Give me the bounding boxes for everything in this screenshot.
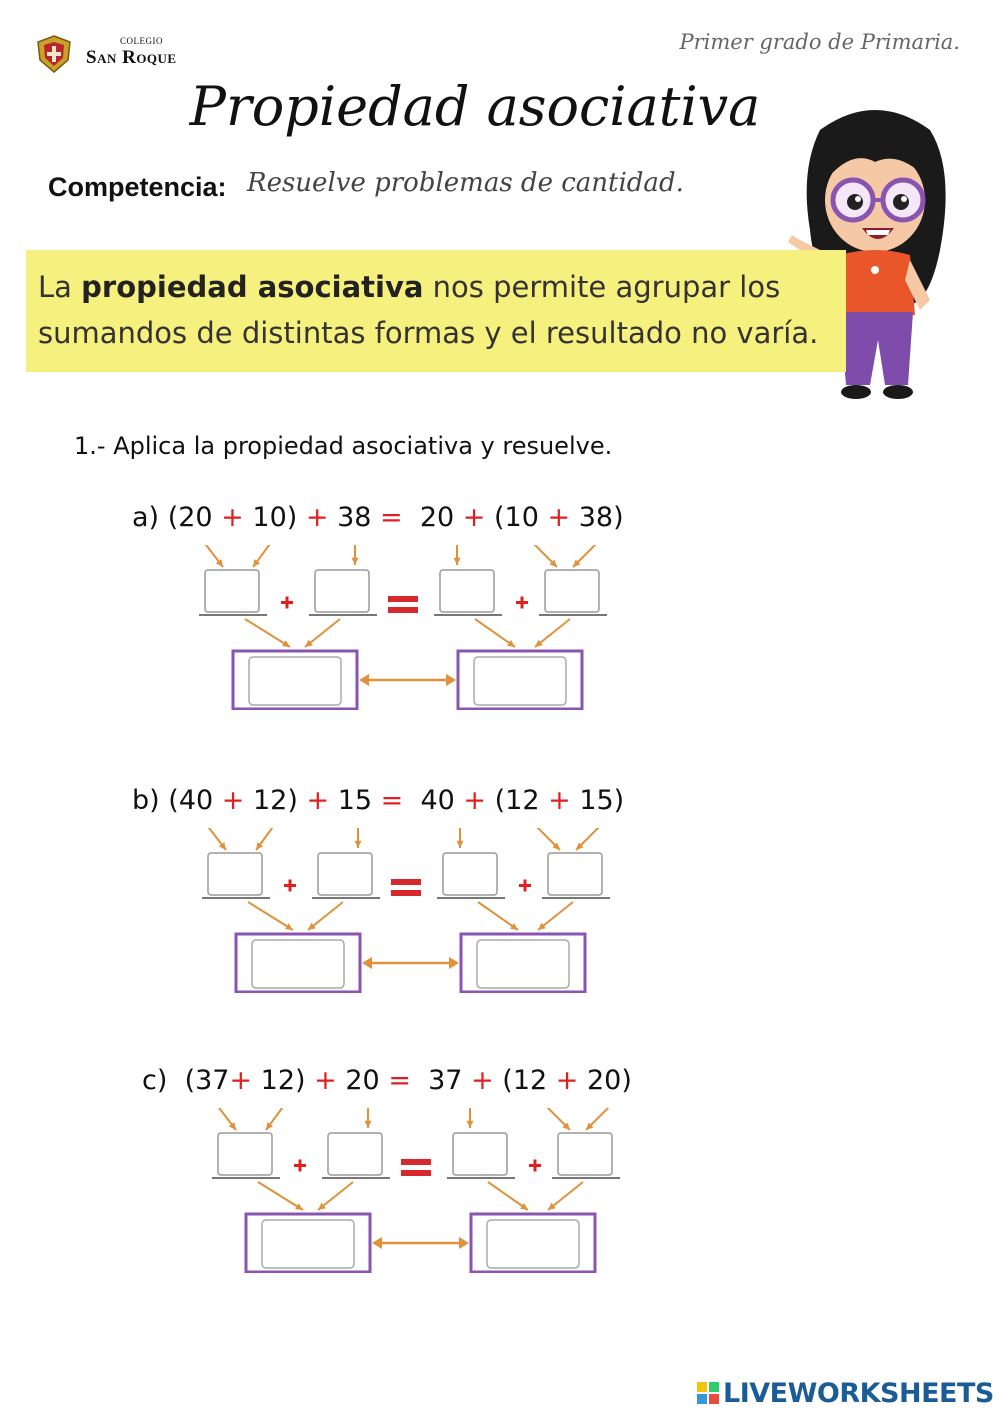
answer-box-1[interactable]: [212, 1133, 280, 1178]
plus-sign: +: [306, 785, 330, 816]
term: 20: [419, 502, 455, 533]
brand-text: LIVEWORKSHEETS: [723, 1378, 994, 1409]
answer-box-1[interactable]: [202, 853, 270, 898]
exercise-b-diagram: [198, 828, 618, 993]
plus-sign: +: [221, 502, 244, 533]
equals-icon: [391, 879, 421, 896]
school-name: San Roque: [86, 47, 177, 68]
term: (10: [494, 502, 539, 533]
definition-text: [38, 264, 858, 356]
plus-icon: [519, 880, 531, 892]
result-box-left[interactable]: [233, 651, 357, 709]
answer-box-2[interactable]: [309, 570, 377, 615]
exercise-a-diagram: [195, 545, 615, 710]
exercise-label: b): [132, 785, 160, 816]
term: 12): [260, 1065, 306, 1096]
competence-label: Competencia:: [48, 172, 227, 202]
plus-icon: [284, 880, 296, 892]
equals-sign: =: [380, 785, 404, 816]
term: (37: [184, 1065, 230, 1096]
result-box-left[interactable]: [246, 1214, 370, 1272]
answer-box-1[interactable]: [199, 570, 267, 615]
equals-icon: [401, 1159, 431, 1176]
exercise-a-equation: [132, 502, 624, 533]
term: (12: [494, 785, 540, 816]
exercise-label: a): [132, 502, 160, 533]
plus-sign: +: [314, 1065, 337, 1096]
plus-icon: [281, 597, 293, 609]
school-logo: [30, 30, 200, 80]
instruction: 1.- Aplica la propiedad asociativa y resuelve.: [74, 432, 613, 460]
result-box-right[interactable]: [461, 934, 585, 992]
definition-prefix: La: [38, 270, 82, 304]
equals-sign: =: [380, 502, 403, 533]
term: 15): [579, 785, 625, 816]
double-arrow-icon: [362, 957, 459, 969]
exercise-c-diagram: [208, 1108, 628, 1273]
answer-box-4[interactable]: [552, 1133, 620, 1178]
equals-sign: =: [388, 1065, 411, 1096]
grade-label: Primer grado de Primaria.: [679, 30, 960, 54]
result-box-left[interactable]: [236, 934, 360, 992]
exercise-label: c): [142, 1065, 168, 1096]
term: 12): [252, 785, 298, 816]
definition-rest: nos permite agrupar los sumandos de distintas formas y el resultado no varía.: [38, 270, 819, 350]
plus-sign: +: [229, 1065, 253, 1096]
plus-icon: [294, 1160, 306, 1172]
answer-box-3[interactable]: [434, 570, 502, 615]
term: (40: [168, 785, 214, 816]
plus-sign: +: [462, 502, 486, 533]
page-title: Propiedad asociativa: [189, 75, 761, 138]
answer-box-4[interactable]: [542, 853, 610, 898]
competence-text: Resuelve problemas de cantidad.: [247, 168, 684, 198]
plus-sign: +: [463, 785, 487, 816]
definition-bold-term: propiedad asociativa: [81, 270, 424, 304]
term: 40: [420, 785, 455, 816]
term: 10): [252, 502, 298, 533]
answer-box-4[interactable]: [539, 570, 607, 615]
answer-box-3[interactable]: [447, 1133, 515, 1178]
school-prefix: COLEGIO: [120, 36, 163, 46]
term: (12: [502, 1065, 548, 1096]
term: 38: [337, 502, 372, 533]
plus-icon: [516, 597, 528, 609]
double-arrow-icon: [359, 674, 456, 686]
equals-icon: [388, 596, 418, 613]
plus-sign: +: [471, 1065, 494, 1096]
plus-sign: +: [548, 785, 571, 816]
plus-sign: +: [305, 502, 329, 533]
result-box-right[interactable]: [471, 1214, 595, 1272]
result-box-right[interactable]: [458, 651, 582, 709]
term: 37: [428, 1065, 463, 1096]
plus-sign: +: [555, 1065, 579, 1096]
plus-sign: +: [547, 502, 571, 533]
answer-box-2[interactable]: [322, 1133, 390, 1178]
liveworksheets-badge-icon: [697, 1382, 719, 1404]
answer-box-2[interactable]: [312, 853, 380, 898]
term: 38): [578, 502, 624, 533]
double-arrow-icon: [372, 1237, 469, 1249]
term: 15: [337, 785, 373, 816]
exercise-b-equation: [132, 785, 624, 816]
term: (20: [167, 502, 213, 533]
exercise-c-equation: [142, 1065, 632, 1096]
term: 20: [345, 1065, 380, 1096]
school-crest-icon: [34, 34, 74, 74]
plus-sign: +: [221, 785, 245, 816]
term: 20): [587, 1065, 632, 1096]
plus-icon: [529, 1160, 541, 1172]
liveworksheets-logo: [697, 1378, 994, 1409]
answer-box-3[interactable]: [437, 853, 505, 898]
